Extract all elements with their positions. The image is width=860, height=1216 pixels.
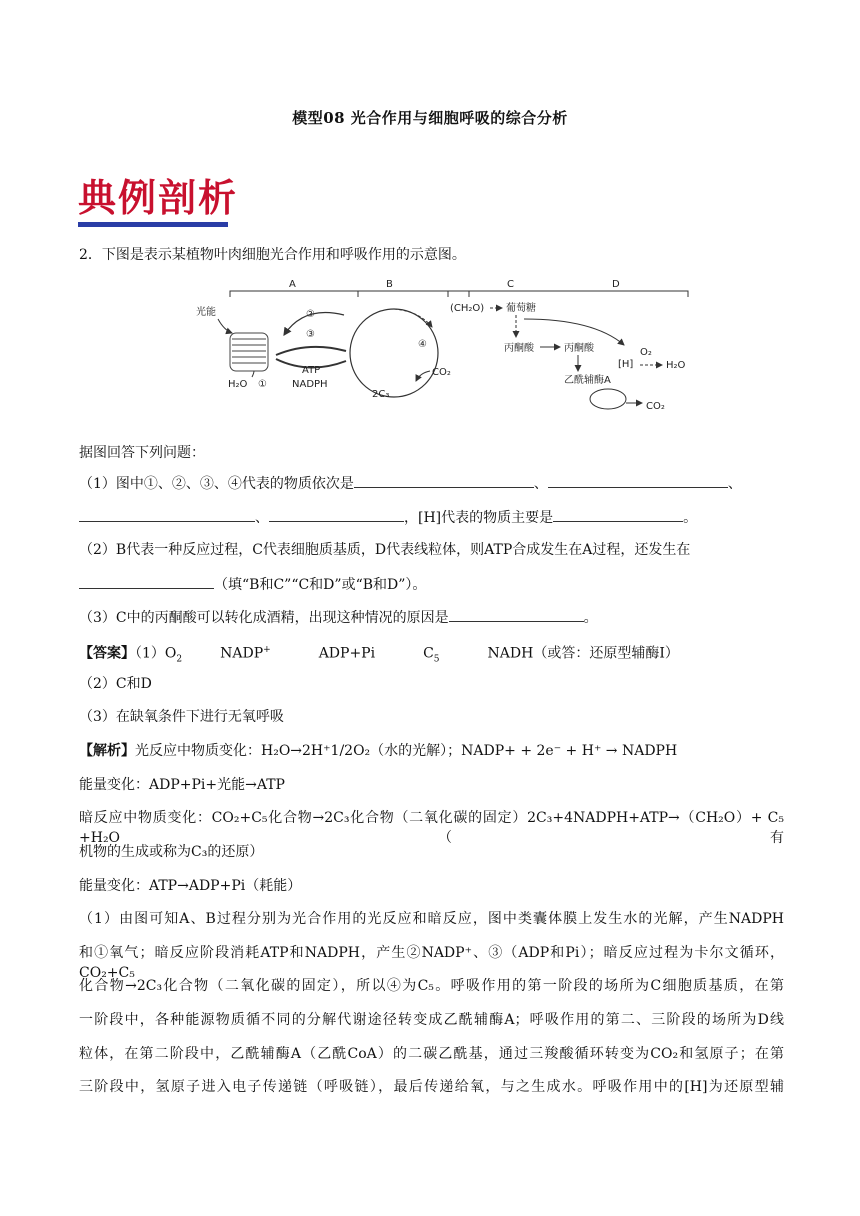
analysis-line-11: 三阶段中，氢原子进入电子传递链（呼吸链），最后传递给氧，与之生成水。呼吸作用中的[H]为还原型辅	[79, 1079, 784, 1095]
label-h2o-out: H₂O	[666, 360, 686, 371]
label-pyruvate-2: 丙酮酸	[564, 343, 594, 354]
banner-title: 典例剖析	[78, 175, 239, 220]
analysis-label: 【解析】	[79, 743, 135, 759]
analysis-line-9: 一阶段中，各种能源物质循不同的分解代谢途径转变成乙酰辅酶A；呼吸作用的第二、三阶段的场所为D线	[79, 1012, 784, 1028]
analysis-line-3: 暗反应中物质变化：CO₂+C₅化合物→2C₃化合物（二氧化碳的固定）2C₃+4NADPH+ATP→（CH₂O）+ C₅ +H₂O（有	[79, 810, 784, 846]
answer-blank-5[interactable]	[553, 507, 683, 522]
answer-label: 【答案】	[79, 645, 135, 662]
answer-line-2: （2）C和D	[79, 676, 152, 692]
calvin-cycle	[350, 309, 438, 397]
analysis-line-1: 【解析】光反应中物质变化：H₂O→2H⁺1/2O₂（水的光解）；NADP+ + 2e⁻ + H⁺ → NADPH	[79, 743, 678, 759]
answer-blank-6[interactable]	[79, 574, 214, 589]
answer-blank-4[interactable]	[269, 507, 404, 522]
question-3: （3）C中的丙酮酸可以转化成酒精，出现这种情况的原因是 。	[79, 607, 784, 628]
label-D: D	[612, 279, 620, 290]
answer-blank-3[interactable]	[79, 507, 255, 522]
label-circle-1: ①	[258, 379, 267, 390]
analysis-line-6: （1）由图可知A、B过程分别为光合作用的光反应和暗反应，图中类囊体膜上发生水的光解，产生NADPH	[79, 911, 784, 927]
label-circle-3: ③	[306, 329, 315, 340]
analysis-line-2: 能量变化：ADP+Pi+光能→ATP	[79, 777, 285, 793]
label-glucose: 葡萄糖	[506, 303, 536, 314]
banner-underline	[78, 222, 228, 227]
label-circle-4: ④	[418, 339, 427, 350]
analysis-line-8: 化合物→2C₃化合物（二氧化碳的固定），所以④为C₅。呼吸作用的第一阶段的场所为C细胞质基质，在第	[79, 978, 784, 994]
label-B: B	[386, 279, 393, 290]
question-2-line-2: （填“B和C”“C和D”或“B和D”）。	[79, 574, 784, 595]
label-2c3: 2C₃	[372, 389, 390, 400]
question-1-line-1: （1）图中①、②、③、④代表的物质依次是 、 、	[79, 473, 784, 494]
label-light: 光能	[196, 307, 216, 318]
label-pyruvate-1: 丙酮酸	[504, 343, 534, 354]
tca-cycle	[590, 389, 626, 409]
analysis-line-7: 和①氧气；暗反应阶段消耗ATP和NADPH，产生②NADP⁺、③（ADP和Pi）；暗反应过程为卡尔文循环，CO₂+C₅	[79, 945, 784, 981]
page-title: 模型08 光合作用与细胞呼吸的综合分析	[292, 109, 568, 127]
question-1-line-2: 、 ，[H]代表的物质主要是 。	[79, 507, 784, 528]
analysis-line-4: 机物的生成或称为C₃的还原）	[79, 844, 264, 860]
answer-blank-2[interactable]	[548, 473, 728, 488]
label-h2o-in: H₂O	[228, 379, 248, 390]
answer-blank-7[interactable]	[449, 607, 584, 622]
label-h: [H]	[618, 359, 634, 370]
analysis-line-10: 粒体，在第二阶段中，乙酰辅酶A（乙酰CoA）的二碳乙酰基，通过三羧酸循环转变为CO₂和氢原子；在第	[79, 1046, 784, 1062]
question-2-line-1: （2）B代表一种反应过程，C代表细胞质基质，D代表线粒体，则ATP合成发生在A过程，还发生在	[79, 542, 691, 558]
label-ch2o: (CH₂O)	[450, 303, 485, 314]
question-prompt: 据图回答下列问题：	[79, 445, 205, 461]
answer-line-3: （3）在缺氧条件下进行无氧呼吸	[79, 709, 284, 725]
section-banner	[78, 176, 238, 227]
label-A: A	[289, 279, 296, 290]
question-stem: 2．下图是表示某植物叶肉细胞光合作用和呼吸作用的示意图。	[79, 247, 466, 263]
label-nadph: NADPH	[292, 379, 328, 390]
label-co2-in: CO₂	[432, 367, 451, 378]
answer-line-1: 【答案】$(1)O_2$ NADP+ ADP+Pi $C_5$ NADH（或答：还原型辅酶Ⅰ）	[79, 645, 679, 665]
label-acetyl-coa: 乙酰辅酶A	[564, 375, 611, 386]
photosynthesis-respiration-diagram	[194, 275, 694, 425]
answer-blank-1[interactable]	[354, 473, 534, 488]
label-o2: O₂	[640, 347, 652, 358]
label-circle-2: ②	[306, 309, 315, 320]
thylakoid-stack	[230, 333, 268, 371]
analysis-line-5: 能量变化：ATP→ADP+Pi（耗能）	[79, 878, 302, 894]
label-atp: ATP	[302, 365, 321, 376]
label-co2-out: CO₂	[646, 401, 665, 412]
label-C: C	[507, 279, 514, 290]
